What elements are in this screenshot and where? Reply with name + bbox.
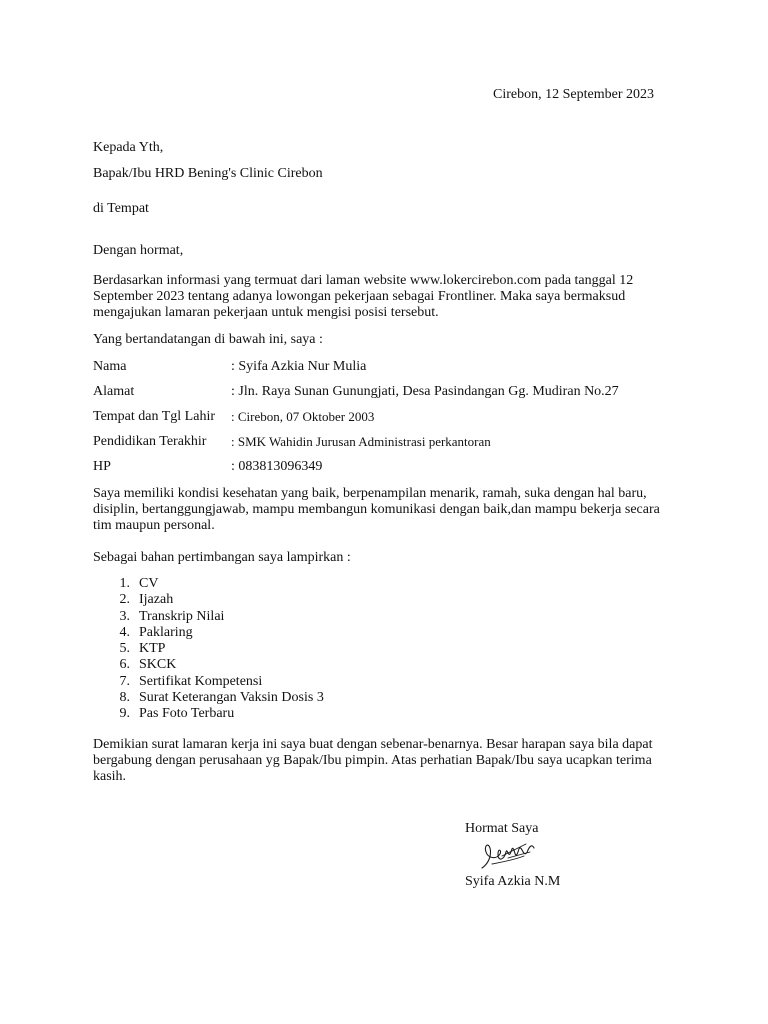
handwritten-signature (478, 838, 538, 874)
identity-value: : SMK Wahidin Jurusan Administrasi perkantoran (231, 434, 491, 449)
list-number: 2. (119, 592, 130, 608)
list-number: 6. (119, 657, 130, 673)
identity-label: Tempat dan Tgl Lahir (93, 409, 216, 424)
closing-paragraph: Demikian surat lamaran kerja ini saya buat dengan sebenar-benarnya. Besar harapan saya bila dapat bergabung dengan perusahaan yg Bapak/Ibu pimpin. Atas perhatian Bapak/Ibu saya ucapkan terima kasih. (93, 737, 653, 784)
list-number: 7. (119, 673, 130, 689)
identity-value: : 083813096349 (231, 459, 323, 474)
list-number: 4. (119, 624, 130, 640)
list-number: 8. (119, 690, 130, 706)
identity-label: Pendidikan Terakhir (93, 434, 207, 449)
list-text: Transkrip Nilai (139, 608, 225, 624)
identity-label: Nama (93, 359, 127, 374)
list-text: KTP (139, 641, 166, 657)
list-text: CV (139, 576, 159, 591)
intro-paragraph: Berdasarkan informasi yang termuat dari laman website www.lokercirebon.com pada tanggal 12 September 2023 tentang adanya lowongan pekerjaan sebagai Frontliner. Maka saya bermaksud mengajukan lamaran pekerjaan untuk mengisi posisi tersebut. (93, 273, 634, 320)
sign-off: Hormat Saya (465, 821, 539, 836)
list-number: 9. (119, 706, 130, 722)
list-text: Paklaring (139, 624, 193, 640)
greeting: Dengan hormat, (93, 243, 184, 258)
list-text: Surat Keterangan Vaksin Dosis 3 (139, 690, 324, 706)
list-text: Ijazah (139, 592, 174, 608)
identity-value: : Cirebon, 07 Oktober 2003 (231, 409, 375, 424)
list-text: SKCK (139, 657, 177, 673)
signer-name: Syifa Azkia N.M (465, 874, 561, 889)
recipient-line-3: di Tempat (93, 201, 149, 216)
identity-label: HP (93, 459, 111, 474)
list-number: 5. (119, 641, 130, 657)
recipient-line-1: Kepada Yth, (93, 140, 164, 155)
undersigned-line: Yang bertandatangan di bawah ini, saya : (93, 332, 323, 347)
identity-label: Alamat (93, 384, 135, 399)
identity-value: : Syifa Azkia Nur Mulia (231, 359, 367, 374)
list-number: 3. (119, 608, 130, 624)
identity-value: : Jln. Raya Sunan Gunungjati, Desa Pasindangan Gg. Mudiran No.27 (231, 384, 619, 399)
attachments-intro: Sebagai bahan pertimbangan saya lampirkan : (93, 550, 351, 565)
list-text: Sertifikat Kompetensi (139, 673, 263, 689)
recipient-line-2: Bapak/Ibu HRD Bening's Clinic Cirebon (93, 166, 323, 181)
place-date: Cirebon, 12 September 2023 (493, 87, 654, 102)
list-number: 1. (119, 576, 130, 591)
list-text: Pas Foto Terbaru (139, 706, 235, 722)
condition-paragraph: Saya memiliki kondisi kesehatan yang baik, berpenampilan menarik, ramah, suka dengan hal baru, disiplin, bertanggungjawab, mampu membangun komunikasi dengan baik,dan mampu bekerja secara tim maupun personal. (93, 486, 660, 533)
